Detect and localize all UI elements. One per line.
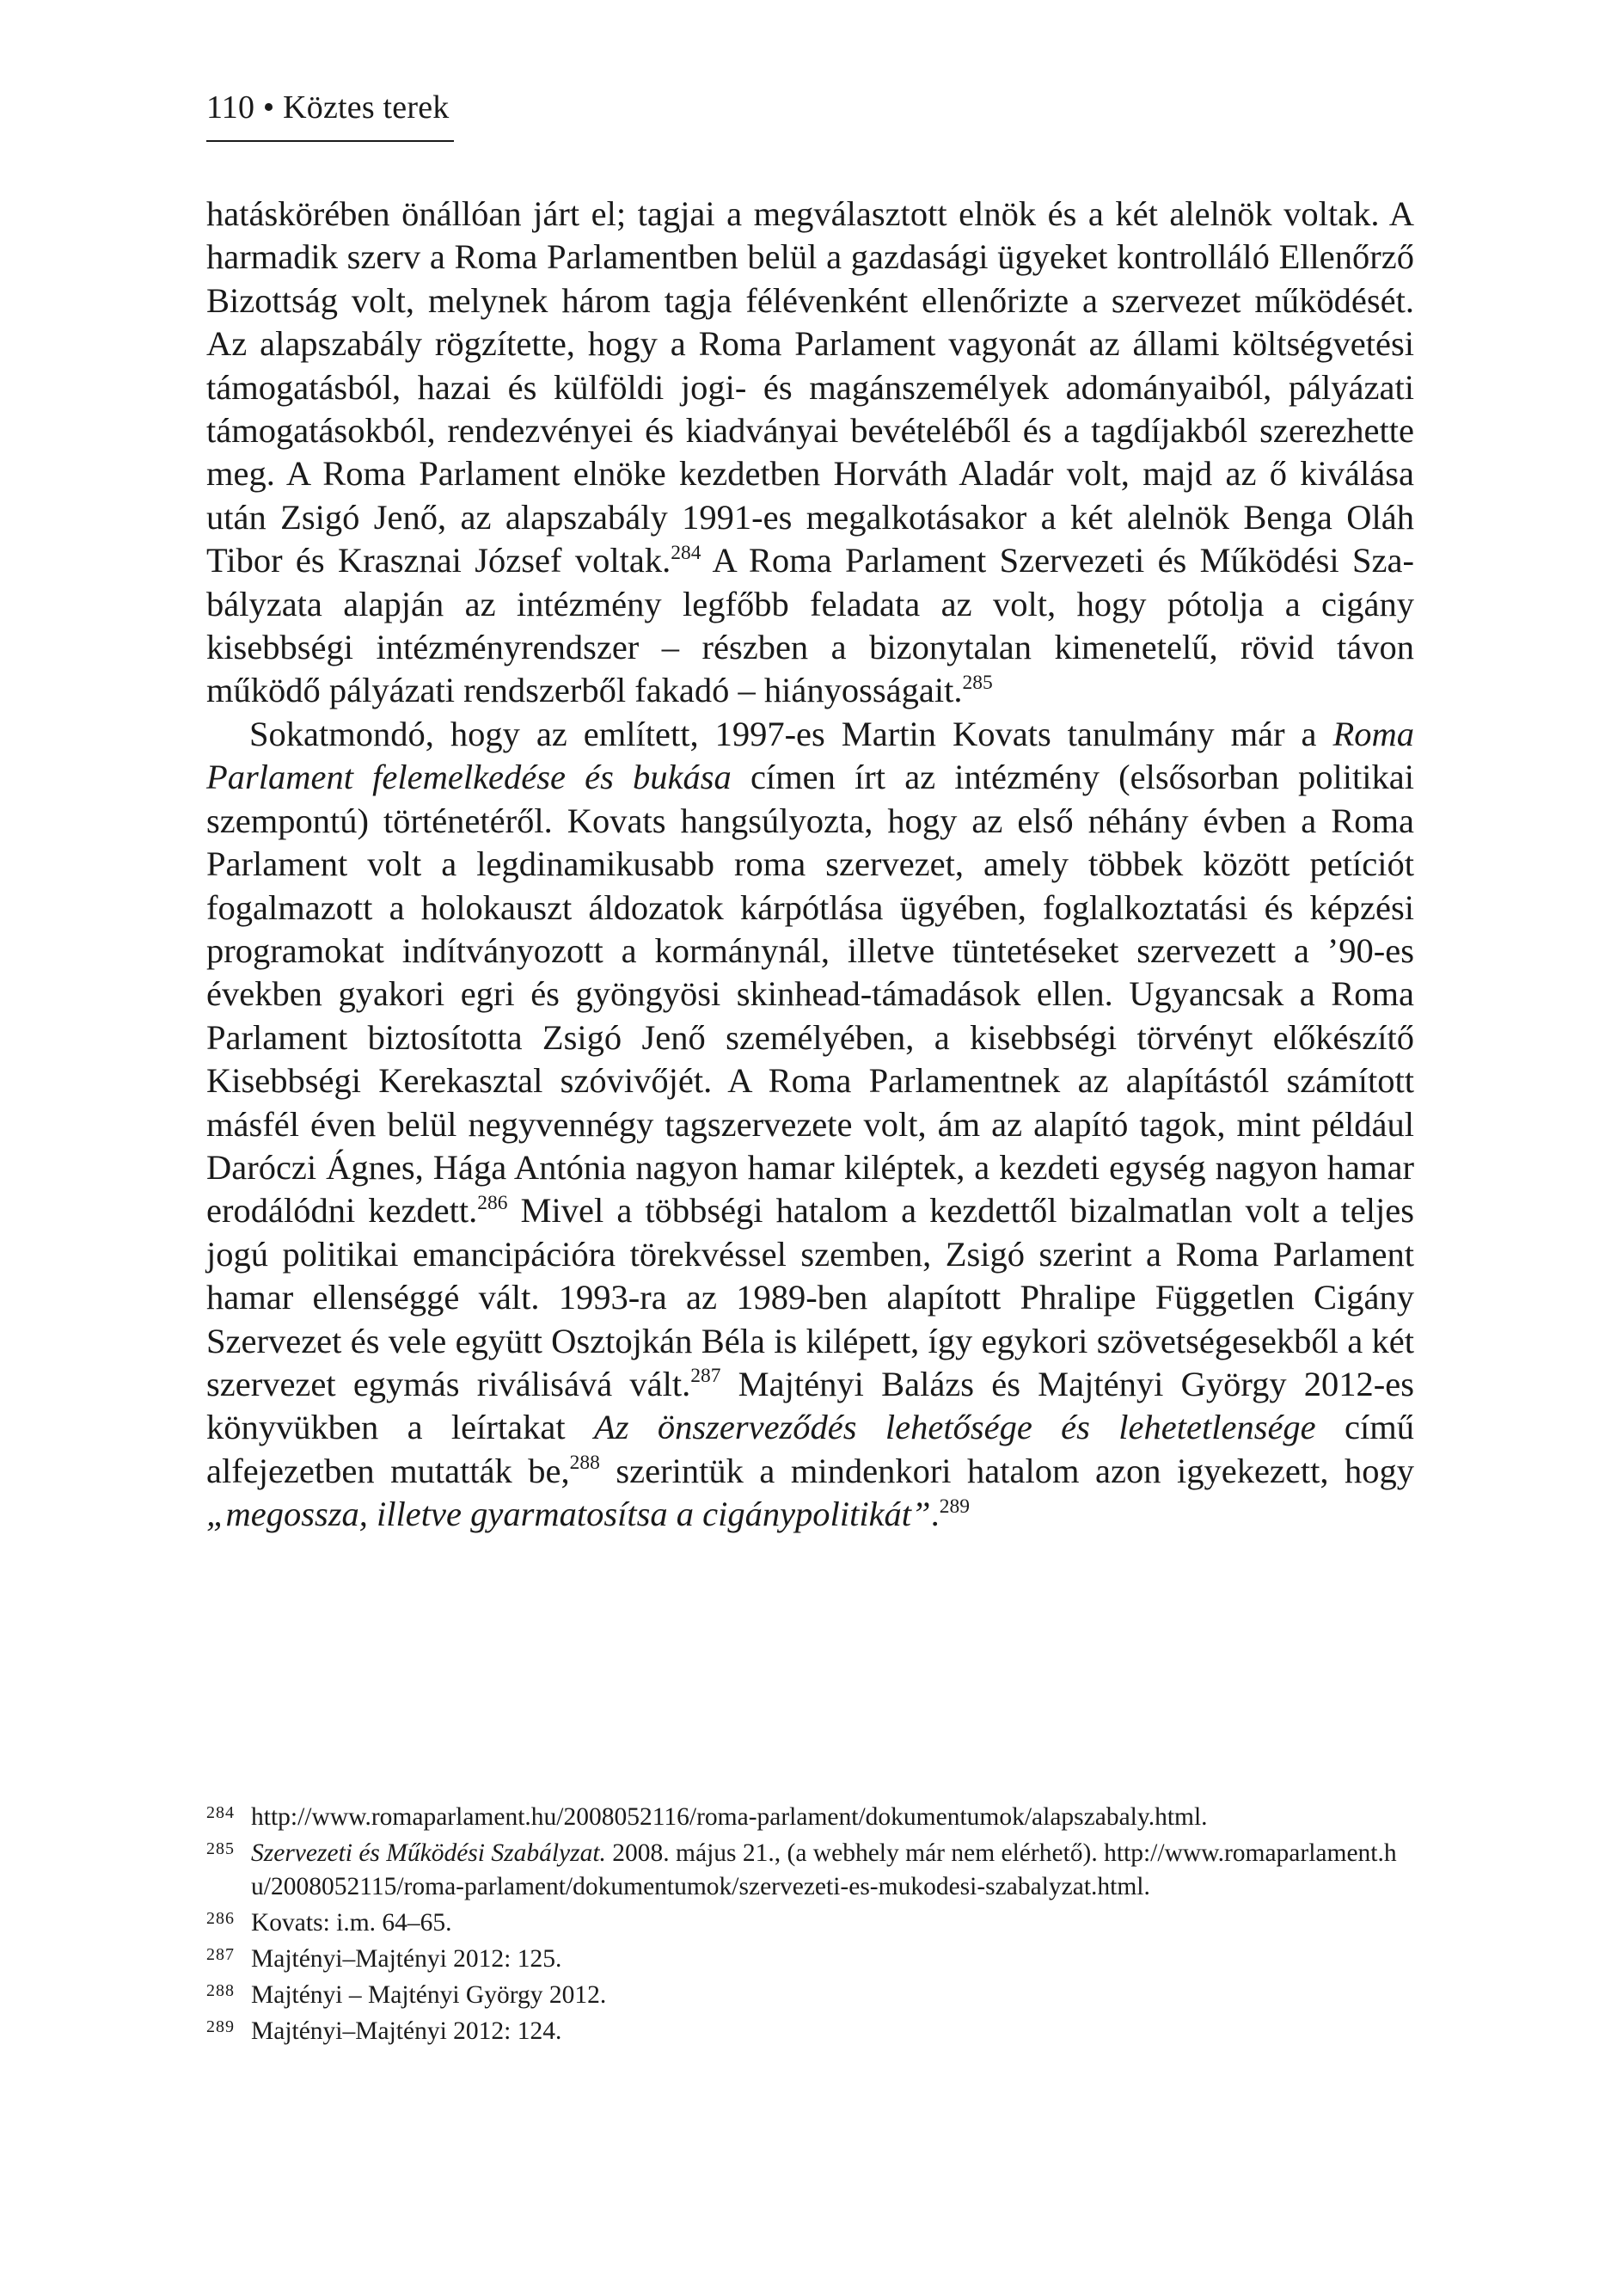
footnote-ref-285[interactable]: 285 bbox=[962, 671, 993, 694]
italic-title: Az önszerveződés lehetősége és lehetetlensége bbox=[593, 1408, 1316, 1447]
footnote-text: Majtényi–Majtényi 2012: 125. bbox=[251, 1945, 562, 1973]
footnote-text: Kovats: i.m. 64–65. bbox=[251, 1909, 452, 1937]
paragraph-2 bbox=[206, 713, 1414, 1537]
page-number: 110 bbox=[206, 89, 255, 126]
main-text bbox=[206, 193, 1414, 1537]
italic-title: Roma Parlament felemelkedése és bukása bbox=[206, 714, 1414, 797]
paragraph-text: Sokatmondó, hogy az említett, 1997-es Martin Kovats tanulmány már a bbox=[249, 714, 1333, 753]
footnote-link[interactable]: http://www.romaparlament.hu/2008052116/roma-parlament/dokumentumok/alapszabaly.html. bbox=[251, 1803, 1208, 1831]
paragraph-1 bbox=[206, 193, 1414, 713]
paragraph-text: szerintük a mindenkori hatalom azon igyekezett, hogy bbox=[599, 1451, 1414, 1490]
italic-quote: „megossza, illetve gyarmatosítsa a cigánypolitikát” bbox=[206, 1495, 931, 1534]
footnote-number: 289 bbox=[206, 2017, 235, 2036]
footnote-288 bbox=[206, 1979, 1414, 2012]
footnote-ref-286[interactable]: 286 bbox=[477, 1191, 508, 1214]
footnote-287 bbox=[206, 1943, 1414, 1976]
running-head bbox=[206, 86, 450, 129]
paragraph-text: Majtényi Balázs és Majtényi György 2012-es könyvükben a leírtakat bbox=[206, 1364, 1415, 1447]
header-separator: • bbox=[262, 89, 275, 126]
footnote-number: 284 bbox=[206, 1803, 235, 1822]
header-rule bbox=[206, 140, 454, 142]
paragraph-text: címen írt az intézmény (elsősorban politikai szempontú) történetéről. Kovats hangsúlyozta, hogy az első néhány évben a Roma Parlament volt a legdinamikusabb roma szervezet, amely többek között petíciót fogalmazott a holokauszt áldozatok kárpótlása ügyében, foglalkoztatási és képzési programokat indítványozott a kormánynál, illetve tüntetéseket szervezett a ’90-es években gyakori egri és gyöngyösi skinhead-támadások ellen. Ugyancsak a Roma Parlament biztosította Zsigó Jenő személyében, a kisebbségi törvényt előkészítő Kisebbségi Kerekasztal szóvivőjét. A Roma Parlamentnek az alapítástól számított másfél éven belül negyvennégy tagszervezete volt, ám az alapító tagok, mint például Daróczi Ágnes, Hága Antónia nagyon hamar kiléptek, a kezdeti egység nagyon hamar erodálódni kezdett. bbox=[206, 758, 1414, 1231]
footnotes bbox=[206, 1801, 1414, 2051]
footnote-285 bbox=[206, 1837, 1414, 1904]
paragraph-text: A Roma Parlament Szervezeti és Működési Szabályzata alapján az intézmény legfőbb feladata az volt, hogy pótolja a cigány kisebbségi intézményrendszer – részben a bizonytalan kimenetelű, rövid távon működő pályázati rendszerből fakadó – hiányosságait. bbox=[206, 541, 1414, 710]
running-title: Köztes terek bbox=[283, 89, 450, 126]
footnote-289 bbox=[206, 2015, 1414, 2048]
footnote-link[interactable]: 2008. május 21., (a webhely már nem elérhető). http://www.romaparlament.hu/2008052115/roma-parlament/dokumentumok/szervezeti-es-mukodesi-szabalyzat.html. bbox=[251, 1839, 1397, 1900]
footnote-ref-288[interactable]: 288 bbox=[569, 1452, 600, 1475]
footnote-italic: Szervezeti és Működési Szabályzat. bbox=[251, 1839, 606, 1867]
footnote-286 bbox=[206, 1906, 1414, 1940]
paragraph-text: . bbox=[930, 1495, 940, 1534]
footnote-text: Majtényi – Majtényi György 2012. bbox=[251, 1981, 607, 2009]
footnote-number: 286 bbox=[206, 1909, 235, 1928]
footnote-number: 288 bbox=[206, 1981, 235, 2000]
footnote-number: 285 bbox=[206, 1839, 235, 1858]
footnote-text bbox=[251, 1837, 1414, 1904]
footnote-ref-289[interactable]: 289 bbox=[939, 1495, 970, 1518]
footnote-ref-287[interactable]: 287 bbox=[690, 1365, 721, 1388]
footnote-284 bbox=[206, 1801, 1414, 1834]
paragraph-text: című alfejezetben mutatták be, bbox=[206, 1408, 1414, 1490]
footnote-number: 287 bbox=[206, 1945, 235, 1964]
footnote-text: Majtényi–Majtényi 2012: 124. bbox=[251, 2017, 562, 2045]
paragraph-text: hatáskörében önállóan járt el; tagjai a megválasztott elnök és a két alelnök voltak. A harmadik szerv a Roma Parlamentben belül a gazdasági ügyeket kontrolláló Ellenőrző Bizottság volt, melynek három tagja félévenként ellenőrizte a szervezet működését. Az alapszabály rögzítette, hogy a Roma Parlament vagyonát az állami költségvetési támogatásból, hazai és külföldi jogi- és magánszemélyek adományaiból, pályázati támogatásokból, rendezvényei és kiadványai bevételéből és a tagdíjakból szerezhette meg. A Roma Parlament elnöke kezdetben Horváth Aladár volt, majd az ő kiválása után Zsigó Jenő, az alapszabály 1991-es megalkotásakor a két alelnök Benga Oláh Tibor és Krasznai József voltak. bbox=[206, 194, 1414, 580]
footnote-ref-284[interactable]: 284 bbox=[671, 541, 701, 564]
paragraph-text: Mivel a többségi hatalom a kezdettől bizalmatlan volt a teljes jogú politikai emancipációra törekvéssel szemben, Zsigó szerint a Roma Parlament hamar ellenséggé vált. 1993-ra az 1989-ben alapított Phralipe Független Cigány Szervezet és vele együtt Osztojkán Béla is kilépett, így egykori szövetségesekből a két szervezet egymás riválisává vált. bbox=[206, 1191, 1414, 1403]
